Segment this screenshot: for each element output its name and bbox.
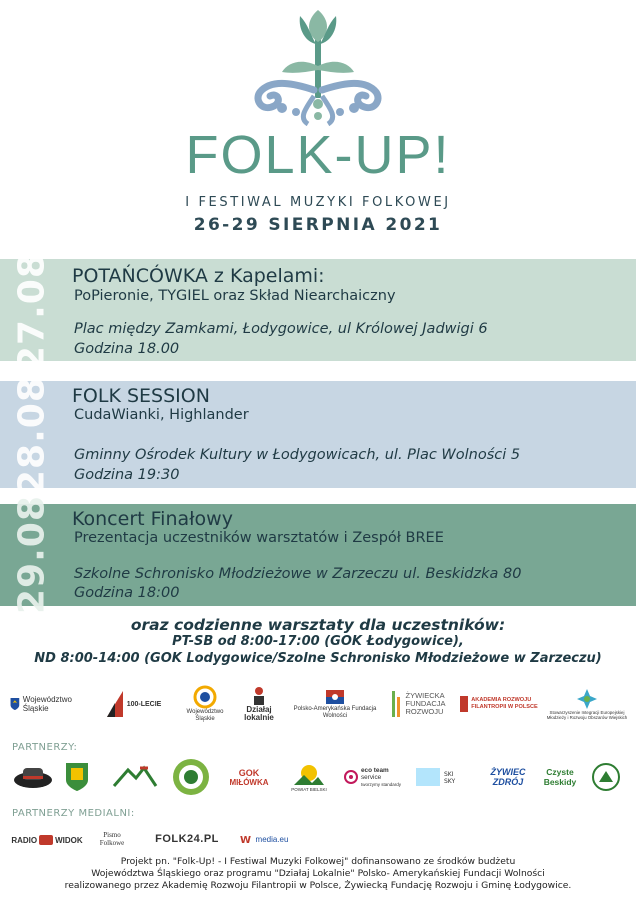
100-lecie-emblem-icon bbox=[105, 689, 125, 719]
event-time: Godzina 18.00 bbox=[74, 341, 180, 357]
wojewodztwo-emblem-icon bbox=[192, 685, 218, 709]
partner-mountains-logo bbox=[110, 760, 160, 794]
gok-milowka-logo: GOK MIŁÓWKA bbox=[229, 767, 269, 787]
workshops-sunday-hours: ND 8:00-14:00 (GOK Lodygowice/Szolne Schronisko Młodzieżowe w Zarzeczu) bbox=[34, 651, 602, 666]
event-headline: POTAŃCÓWKA z Kapelami: bbox=[72, 265, 325, 287]
czyste-beskidy-logo: Czyste Beskidy bbox=[543, 767, 577, 787]
partners-label: PARTNERZY: bbox=[12, 742, 78, 753]
event-performers: PoPieronie, TYGIEL oraz Skład Niearchaiczny bbox=[74, 288, 396, 304]
stowarzyszenie-integracji-logo: Stowarzyszenie Integracji Europejskiej Młodzieży i Rozwoju Obszarów Wiejskich bbox=[542, 682, 632, 726]
event-date: 28.08 bbox=[11, 376, 53, 496]
slaskie-logo: Województwo Śląskie bbox=[10, 686, 72, 722]
dzialaj-figure-icon bbox=[248, 686, 270, 706]
svg-text:SKY: SKY bbox=[444, 778, 456, 785]
eco-team-logo: eco team service tworzymy standardy bbox=[340, 762, 404, 792]
event-date: 29.08 bbox=[11, 495, 53, 615]
gmina-herb-logo bbox=[62, 760, 92, 794]
funding-line-2: Województwa Śląskiego oraz programu "Działaj Lokalnie" Polsko- Amerykańskiej Fundacji Wolności bbox=[91, 868, 545, 879]
workshops-title: oraz codzienne warsztaty dla uczestników: bbox=[130, 616, 506, 634]
folk-hat-icon bbox=[12, 762, 54, 792]
zywiec-zdroj-logo: ŻYWIEC ZDRÓJ bbox=[490, 767, 526, 787]
event-place: Gminny Ośrodek Kultury w Łodygowicach, ul. Plac Wolności 5 bbox=[74, 447, 521, 463]
fundacja-flag-icon bbox=[324, 688, 346, 706]
event-performers: Prezentacja uczestników warsztatów i Zespół BREE bbox=[74, 530, 444, 546]
slaskie-eagle-icon bbox=[10, 692, 20, 716]
dzialaj-lokalnie-logo: Działaj lokalnie bbox=[240, 682, 278, 726]
wg-mark-icon bbox=[240, 833, 256, 845]
ski-ready-sky-logo bbox=[412, 762, 476, 792]
folk24-logo: FOLK24.PL bbox=[155, 833, 219, 845]
stowarzyszenie-cross-icon bbox=[576, 688, 598, 710]
event-headline: Koncert Finałowy bbox=[72, 508, 233, 530]
event-date: 27.08 bbox=[11, 252, 53, 372]
media-partners-label: PARTNERZY MEDIALNI: bbox=[12, 808, 135, 819]
mountains-icon bbox=[112, 764, 158, 790]
event-performers: CudaWianki, Highlander bbox=[74, 407, 249, 423]
svg-text:W: W bbox=[239, 835, 251, 845]
event-block-29-08 bbox=[0, 495, 636, 615]
partner-folk-group-logo bbox=[10, 760, 56, 794]
partner-logos bbox=[0, 756, 636, 798]
wg-media-logo: W media.eu bbox=[239, 834, 289, 845]
round-green-emblem-icon bbox=[171, 757, 211, 797]
100-lecie-logo: 100-LECIE bbox=[104, 684, 162, 724]
funding-note bbox=[20, 856, 616, 892]
zywiecka-bars-icon bbox=[392, 691, 402, 717]
folk-flower-ornament bbox=[248, 8, 388, 126]
funding-line-1: Projekt pn. "Folk-Up! - I Festiwal Muzyki Folkowej" dofinansowano ze środków budżetu bbox=[120, 856, 516, 867]
organizer-logos bbox=[0, 682, 636, 726]
akademia-rozwoju-logo: AKADEMIA ROZWOJU FILANTROPII W POLSCE bbox=[456, 690, 542, 718]
event-time: Godzina 18:00 bbox=[74, 585, 180, 601]
funding-line-3: realizowanego przez Akademię Rozwoju Filantropii w Polsce, Żywiecką Fundację Rozwoju i Gminę Łodygowice. bbox=[64, 880, 572, 891]
radio-widok-logo: RADIO WIDOK bbox=[11, 835, 83, 845]
zywiecka-fundacja-logo: ŻYWIECKA FUNDACJA ROZWOJU bbox=[386, 688, 452, 720]
powiat-bielski-logo: POWIAT BIELSKI bbox=[290, 758, 328, 796]
event-headline: FOLK SESSION bbox=[72, 385, 210, 407]
workshops-weekday-hours: PT-SB od 8:00-17:00 (GOK Łodygowice), bbox=[172, 634, 464, 649]
polsko-amerykanska-fundacja-logo: Polsko-Amerykańska Fundacja Wolności bbox=[290, 688, 380, 720]
radio-icon bbox=[39, 834, 53, 846]
event-place: Szkolne Schronisko Młodzieżowe w Zarzeczu ul. Beskidzka 80 bbox=[74, 566, 522, 582]
festival-subtitle: I FESTIWAL MUZYKI FOLKOWEJ bbox=[185, 195, 451, 210]
herb-shield-icon bbox=[65, 762, 89, 792]
wojewodztwo-slaskie-small-logo: Województwo Śląskie bbox=[180, 684, 230, 724]
pismo-folkowe-logo: Pismo Folkowe bbox=[99, 831, 125, 847]
partner-round-green-logo bbox=[168, 756, 214, 798]
event-block-27-08 bbox=[0, 252, 636, 372]
powiat-sun-icon bbox=[294, 763, 324, 787]
svg-text:SKI: SKI bbox=[444, 771, 454, 778]
festival-title: FOLK-UP! bbox=[185, 125, 451, 185]
event-time: Godzina 19:30 bbox=[74, 467, 180, 483]
akademia-mark-icon bbox=[460, 696, 468, 712]
partner-round-seal-logo bbox=[588, 760, 624, 794]
event-place: Plac między Zamkami, Łodygowice, ul Królowej Jadwigi 6 bbox=[74, 321, 488, 337]
event-block-28-08 bbox=[0, 376, 636, 496]
eco-team-flower-icon bbox=[343, 769, 359, 785]
media-partner-logos bbox=[0, 824, 636, 854]
round-seal-icon bbox=[591, 762, 621, 792]
ski-logo-icon bbox=[414, 764, 474, 790]
festival-dates: 26-29 SIERPNIA 2021 bbox=[193, 215, 443, 235]
